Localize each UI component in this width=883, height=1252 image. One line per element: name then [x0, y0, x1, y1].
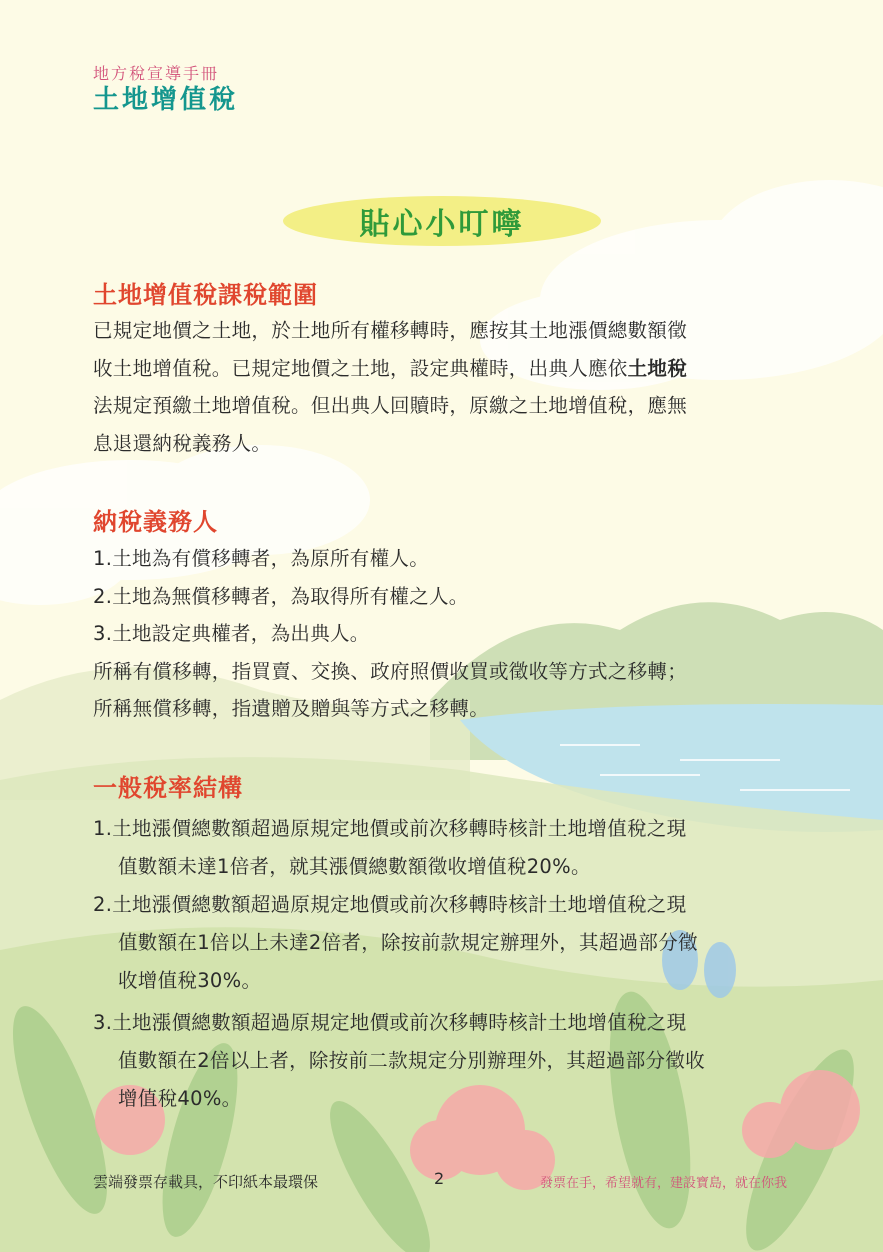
header-subtitle: 地方稅宣導手冊 — [93, 64, 220, 83]
header-title: 土地增值稅 — [93, 85, 239, 115]
list-item: 1.土地為有償移轉者，為原所有權人。 — [93, 547, 430, 570]
note-line: 所稱有償移轉，指買賣、交換、政府照價收買或徵收等方式之移轉； — [93, 659, 688, 683]
list-item: 3.土地漲價總數額超過原規定地價或前次移轉時核計土地增值稅之現 值數額在2倍以上者，除按前二款規定分別辦理外，其超過部分徵收 增值稅40%。 — [93, 1011, 705, 1110]
section-title-scope: 土地增值稅課稅範圍 — [93, 281, 318, 309]
text-line: 息退還納稅義務人。 — [93, 431, 272, 455]
section-title-taxpayer: 納稅義務人 — [93, 508, 218, 536]
tips-banner: 貼心小叮嚀 — [283, 196, 601, 246]
note-line: 所稱無償移轉，指遺贈及贈與等方式之移轉。 — [93, 697, 490, 720]
bold-term: 土地稅 — [627, 356, 688, 380]
list-item: 1.土地漲價總數額超過原規定地價或前次移轉時核計土地增值稅之現 值數額未達1倍者，就其漲價總數額徵收增值稅20%。 — [93, 817, 687, 878]
text-line: 收土地增值稅。已規定地價之土地，設定典權時，出典人應依土地稅 — [93, 356, 688, 380]
footer-slogan-right: 發票在手，希望就有，建設寶島，就在你我 — [540, 1176, 788, 1191]
list-item: 3.土地設定典權者，為出典人。 — [93, 622, 370, 645]
list-item: 2.土地漲價總數額超過原規定地價或前次移轉時核計土地增值稅之現 值數額在1倍以上未達2倍者，除按前款規定辦理外，其超過部分徵 收增值稅30%。 — [93, 893, 698, 992]
text-line: 法規定預繳土地增值稅。但出典人回贖時，原繳之土地增值稅，應無 — [93, 394, 688, 417]
page-number: 2 — [434, 1169, 445, 1188]
list-item: 2.土地為無償移轉者，為取得所有權之人。 — [93, 584, 469, 608]
footer-slogan-left: 雲端發票存載具，不印紙本最環保 — [93, 1173, 319, 1191]
section-taxpayer-text — [93, 540, 793, 728]
section-title-tax-rate: 一般稅率結構 — [93, 774, 243, 802]
section-scope-text — [93, 312, 793, 462]
text-line: 已規定地價之土地，於土地所有權移轉時，應按其土地漲價總數額徵 — [93, 319, 688, 342]
page-header — [93, 64, 238, 116]
